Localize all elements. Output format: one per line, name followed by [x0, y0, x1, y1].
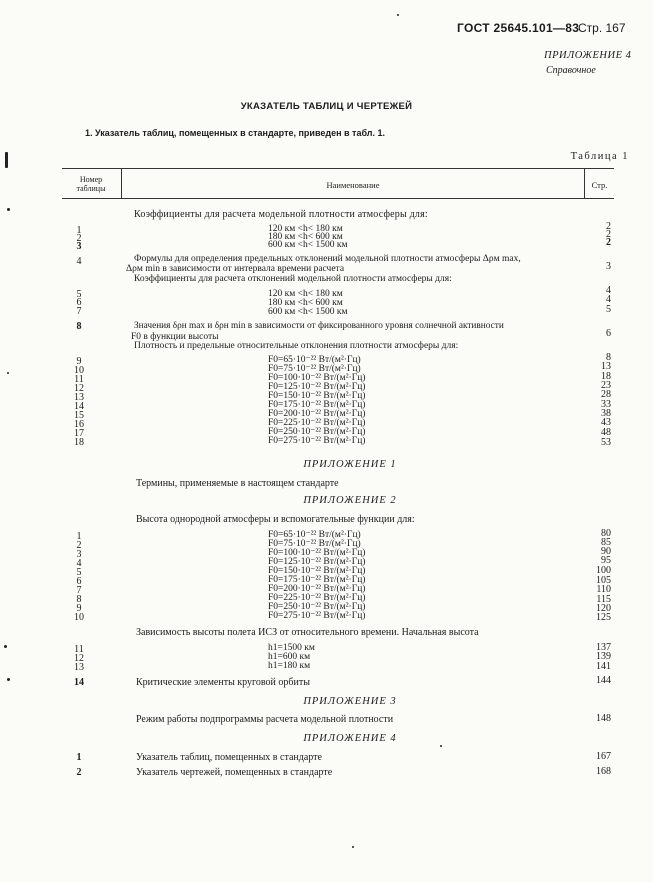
- table-top-border: [62, 168, 614, 169]
- page-ref: 6: [606, 328, 611, 339]
- row-text: F0 в функции высоты: [131, 332, 219, 342]
- table-number: 4: [76, 558, 82, 569]
- height-range: 120 км <h< 180 км: [268, 224, 343, 234]
- table-number: 2: [76, 233, 82, 244]
- page-ref: 100: [596, 565, 611, 576]
- flux-value: F0=200·10⁻²² Вт/(м²·Гц): [268, 409, 366, 419]
- row-text: Термины, применяемые в настоящем стандарте: [136, 478, 339, 489]
- page-ref: 2: [606, 237, 611, 248]
- table-number: 3: [76, 549, 82, 560]
- table-number: 11: [74, 644, 84, 655]
- page-ref: 125: [596, 612, 611, 623]
- page-ref: 18: [601, 371, 611, 382]
- table-number: 2: [76, 767, 82, 778]
- page-ref: 139: [596, 651, 611, 662]
- appendix-1-heading: ПРИЛОЖЕНИЕ 1: [303, 459, 397, 470]
- table-number: 9: [76, 603, 82, 614]
- table-number: 4: [76, 256, 82, 267]
- table-number: 3: [76, 241, 82, 252]
- row-text: Критические элементы круговой орбиты: [136, 677, 310, 688]
- table-number: 9: [76, 356, 82, 367]
- intro-text: 1. Указатель таблиц, помещенных в стандарте, приведен в табл. 1.: [85, 128, 386, 138]
- table-number: 7: [76, 585, 82, 596]
- flux-value: F0=100·10⁻²² Вт/(м²·Гц): [268, 373, 366, 383]
- flux-value: F0=225·10⁻²² Вт/(м²·Гц): [268, 418, 366, 428]
- appendix-3-heading: ПРИЛОЖЕНИЕ 3: [303, 696, 397, 707]
- flux-value: F0=275·10⁻²² Вт/(м²·Гц): [268, 436, 366, 446]
- height-range: 180 км <h< 600 км: [268, 232, 343, 242]
- section-heading: Высота однородной атмосферы и вспомогательные функции для:: [136, 514, 415, 525]
- page-ref: 90: [601, 546, 611, 557]
- page-ref: 144: [596, 675, 611, 686]
- page-ref: 53: [601, 437, 611, 448]
- flux-value: F0=275·10⁻²² Вт/(м²·Гц): [268, 611, 366, 621]
- flux-value: F0=65·10⁻²² Вт/(м²·Гц): [268, 530, 361, 540]
- page-ref: 8: [606, 352, 611, 363]
- row-text: Формулы для определения предельных отклонений модельной плотности атмосферы Δρм max,: [134, 254, 521, 264]
- page-number: Стр. 167: [578, 21, 626, 35]
- table-number: 7: [76, 306, 82, 317]
- section-heading: Коэффициенты для расчета отклонений модельной плотности атмосферы для:: [134, 274, 452, 284]
- table-number: 6: [76, 576, 82, 587]
- flux-value: F0=125·10⁻²² Вт/(м²·Гц): [268, 382, 366, 392]
- page-title: УКАЗАТЕЛЬ ТАБЛИЦ И ЧЕРТЕЖЕЙ: [240, 101, 413, 112]
- scan-speck: [440, 745, 442, 747]
- flux-value: F0=200·10⁻²² Вт/(м²·Гц): [268, 584, 366, 594]
- appendix-4-heading: ПРИЛОЖЕНИЕ 4: [303, 733, 397, 744]
- page-ref: 110: [596, 584, 611, 595]
- table-number: 8: [76, 321, 82, 332]
- table-number: 12: [74, 653, 84, 664]
- initial-height: h1=600 км: [268, 652, 311, 662]
- table-number: 12: [74, 383, 84, 394]
- page-ref: 105: [596, 575, 611, 586]
- table-number: 13: [74, 662, 84, 673]
- flux-value: F0=175·10⁻²² Вт/(м²·Гц): [268, 400, 366, 410]
- page-ref: 2: [606, 221, 611, 232]
- page-ref: 33: [601, 399, 611, 410]
- table-number: 11: [74, 374, 84, 385]
- initial-height: h1=180 км: [268, 661, 311, 671]
- section-heading: Зависимость высоты полета ИСЗ от относительного времени. Начальная высота: [136, 627, 479, 638]
- standard-number: ГОСТ 25645.101—83: [457, 21, 580, 35]
- page-ref: 13: [601, 361, 611, 372]
- table-number: 15: [74, 410, 84, 421]
- page-ref: 5: [606, 304, 611, 315]
- height-range: 600 км <h< 1500 км: [268, 240, 348, 250]
- row-text: Значения δρн max и δρн min в зависимости от фиксированного уровня солнечной активности: [134, 321, 504, 331]
- table-number: 10: [74, 612, 84, 623]
- row-text: Указатель таблиц, помещенных в стандарте: [136, 752, 322, 763]
- section-heading: Плотность и предельные относительные отклонения плотности атмосферы для:: [134, 341, 459, 351]
- flux-value: F0=100·10⁻²² Вт/(м²·Гц): [268, 548, 366, 558]
- flux-value: F0=150·10⁻²² Вт/(м²·Гц): [268, 566, 366, 576]
- height-range: 120 км <h< 180 км: [268, 289, 343, 299]
- table-number: 14: [74, 677, 84, 688]
- flux-value: F0=225·10⁻²² Вт/(м²·Гц): [268, 593, 366, 603]
- page-ref: 23: [601, 380, 611, 391]
- row-text: Указатель чертежей, помещенных в стандарте: [136, 767, 333, 778]
- page-ref: 48: [601, 427, 611, 438]
- page-ref: 4: [606, 294, 611, 305]
- table-number: 1: [76, 225, 82, 236]
- scan-speck: [7, 678, 10, 681]
- table-number: 8: [76, 594, 82, 605]
- height-range: 600 км <h< 1500 км: [268, 307, 348, 317]
- page-ref: 95: [601, 555, 611, 566]
- table-number: 1: [76, 531, 82, 542]
- scan-speck: [7, 208, 10, 211]
- table-number: 2: [76, 540, 82, 551]
- initial-height: h1=1500 км: [268, 643, 315, 653]
- flux-value: F0=250·10⁻²² Вт/(м²·Гц): [268, 427, 366, 437]
- header-number: Номер таблицы: [76, 175, 106, 194]
- row-text: Режим работы подпрограммы расчета модельной плотности: [136, 714, 394, 725]
- page-ref: 115: [596, 594, 611, 605]
- appendix-type: Справочное: [546, 65, 596, 76]
- page-ref: 43: [601, 417, 611, 428]
- page-ref: 148: [596, 713, 611, 724]
- page-ref: 80: [601, 528, 611, 539]
- flux-value: F0=125·10⁻²² Вт/(м²·Гц): [268, 557, 366, 567]
- scan-speck: [397, 14, 399, 16]
- header-name: Наименование: [326, 180, 380, 190]
- page-ref: 38: [601, 408, 611, 419]
- page-ref: 3: [606, 261, 611, 272]
- page-ref: 120: [596, 603, 611, 614]
- page-ref: 168: [596, 766, 611, 777]
- header-page: Стр.: [591, 180, 608, 190]
- page-ref: 137: [596, 642, 611, 653]
- flux-value: F0=175·10⁻²² Вт/(м²·Гц): [268, 575, 366, 585]
- section-heading: Коэффициенты для расчета модельной плотности атмосферы для:: [134, 209, 428, 220]
- flux-value: F0=75·10⁻²² Вт/(м²·Гц): [268, 364, 361, 374]
- scan-speck: [5, 152, 8, 168]
- page-ref: 85: [601, 537, 611, 548]
- page-ref: 2: [606, 229, 611, 240]
- table-number: 14: [74, 401, 84, 412]
- appendix-2-heading: ПРИЛОЖЕНИЕ 2: [303, 495, 397, 506]
- flux-value: F0=250·10⁻²² Вт/(м²·Гц): [268, 602, 366, 612]
- scan-speck: [7, 372, 9, 374]
- table-caption: Таблица 1: [570, 151, 629, 162]
- table-header-border: [62, 198, 614, 199]
- table-number: 5: [76, 289, 82, 300]
- page-ref: 4: [606, 285, 611, 296]
- flux-value: F0=65·10⁻²² Вт/(м²·Гц): [268, 355, 361, 365]
- scan-speck: [4, 645, 7, 648]
- table-number: 18: [74, 437, 84, 448]
- table-number: 17: [74, 428, 84, 439]
- table-number: 1: [76, 752, 82, 763]
- table-number: 6: [76, 297, 82, 308]
- page-ref: 167: [596, 751, 611, 762]
- table-number: 10: [74, 365, 84, 376]
- flux-value: F0=75·10⁻²² Вт/(м²·Гц): [268, 539, 361, 549]
- row-text: Δρм min в зависимости от интервала времени расчета: [126, 264, 345, 274]
- height-range: 180 км <h< 600 км: [268, 298, 343, 308]
- page-ref: 28: [601, 389, 611, 400]
- page-ref: 141: [596, 661, 611, 672]
- table-number: 13: [74, 392, 84, 403]
- flux-value: F0=150·10⁻²² Вт/(м²·Гц): [268, 391, 366, 401]
- table-number: 16: [74, 419, 84, 430]
- scan-speck: [352, 846, 354, 848]
- appendix-label: ПРИЛОЖЕНИЕ 4: [544, 50, 632, 61]
- table-number: 5: [76, 567, 82, 578]
